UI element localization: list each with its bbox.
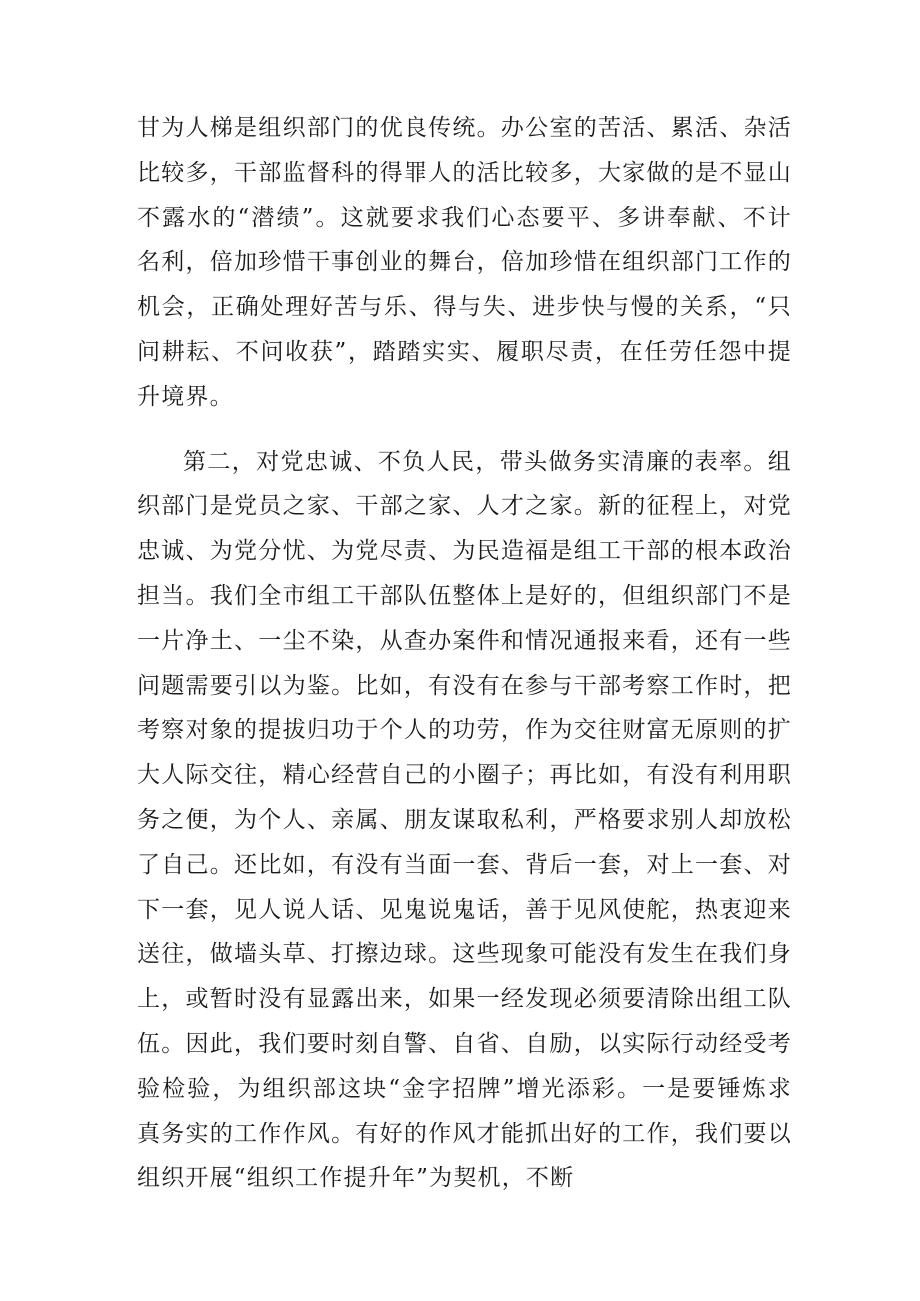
document-body (137, 106, 792, 1201)
paragraph-second-point: 第二，对党忠诚、不负人民，带头做务实清廉的表率。组织部门是党员之家、干部之家、人才之家。新的征程上，对党忠诚、为党分忧、为党尽责、为民造福是组工干部的根本政治担当。我们全市组工干部队伍整体上是好的，但组织部门不是一片净土、一尘不染，从查办案件和情况通报来看，还有一些问题需要引以为鉴。比如，有没有在参与干部考察工作时，把考察对象的提拔归功于个人的功劳，作为交往财富无原则的扩大人际交往，精心经营自己的小圈子；再比如，有没有利用职务之便，为个人、亲属、朋友谋取私利，严格要求别人却放松了自己。还比如，有没有当面一套、背后一套，对上一套、对下一套，见人说人话、见鬼说鬼话，善于见风使舵，热衷迎来送往，做墙头草、打擦边球。这些现象可能没有发生在我们身上，或暂时没有显露出来，如果一经发现必须要清除出组工队伍。因此，我们要时刻自警、自省、自励，以实际行动经受考验检验，为组织部这块“金字招牌”增光添彩。一是要锤炼求真务实的工作作风。有好的作风才能抓出好的工作，我们要以组织开展“组织工作提升年”为契机，不断 (137, 448, 792, 1192)
paragraph-continuation: 甘为人梯是组织部门的优良传统。办公室的苦活、累活、杂活比较多，干部监督科的得罪人的活比较多，大家做的是不显山不露水的“潜绩”。这就要求我们心态要平、多讲奉献、不计名利，倍加珍惜干事创业的舞台，倍加珍惜在组织部门工作的机会，正确处理好苦与乐、得与失、进步快与慢的关系，“只问耕耘、不问收获”，踏踏实实、履职尽责，在任劳任怨中提升境界。 (137, 115, 792, 410)
